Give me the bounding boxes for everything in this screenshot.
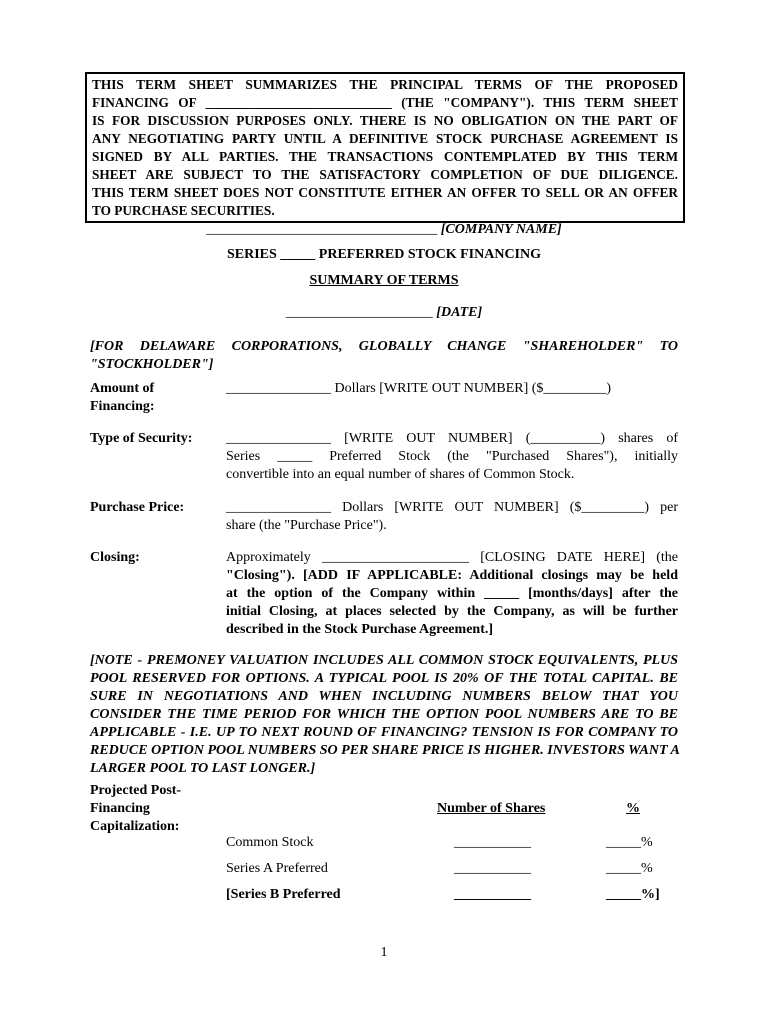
closing-body xyxy=(226,549,678,639)
closing-label: Closing: xyxy=(90,550,140,565)
note-line: POOL RESERVED FOR OPTIONS. A TYPICAL POOL IS 20% OF THE TOTAL CAPITAL. BE xyxy=(90,671,678,686)
disclaimer-line: IS FOR DISCUSSION PURPOSES ONLY. THERE IS NO OBLIGATION ON THE PART OF xyxy=(92,113,678,128)
amount-label: Amount of Financing: xyxy=(90,381,155,414)
row-shares: ___________ xyxy=(454,887,531,902)
note-line: REDUCE OPTION POOL NUMBERS SO PER SHARE PRICE IS HIGHER. INVESTORS WANT A xyxy=(90,743,680,758)
table-row xyxy=(226,886,666,904)
closing-text: initial Closing, at places selected by the Company, as will be further xyxy=(226,604,678,619)
disclaimer-line: FINANCING OF ____________________________ (THE "COMPANY"). THIS TERM SHEET xyxy=(92,95,678,110)
disclaimer-box xyxy=(85,72,685,223)
row-name: [Series B Preferred xyxy=(226,887,341,902)
cap-label-line: Capitalization: xyxy=(90,819,180,834)
security-text: Series _____ Preferred Stock (the "Purchased Shares"), initially xyxy=(226,449,678,464)
security-label: Type of Security: xyxy=(90,431,193,446)
company-name-placeholder: [COMPANY NAME] xyxy=(440,222,562,237)
company-name-line xyxy=(85,222,683,238)
closing-text: Approximately _____________________ [CLOSING DATE HERE] (the xyxy=(226,550,678,565)
date-blank: _____________________ xyxy=(285,305,433,320)
note-line: CONSIDER THE TIME PERIOD FOR WHICH THE OPTION POOL NUMBERS ARE TO BE xyxy=(90,707,678,722)
series-title: SERIES _____ PREFERRED STOCK FINANCING xyxy=(226,247,541,262)
cap-label-line: Projected Post- xyxy=(90,783,182,798)
disclaimer-line: THIS TERM SHEET DOES NOT CONSTITUTE EITHER AN OFFER TO SELL OR AN OFFER xyxy=(92,185,678,200)
cap-label-line: Financing xyxy=(90,801,150,816)
price-label: Purchase Price: xyxy=(90,500,185,515)
security-body xyxy=(226,430,678,484)
closing-text: described in the Stock Purchase Agreement.] xyxy=(226,622,494,637)
page-number: 1 xyxy=(380,945,388,960)
row-shares: ___________ xyxy=(454,835,531,850)
security-text: convertible into an equal number of shares of Common Stock. xyxy=(226,467,575,482)
note-line: APPLICABLE - I.E. UP TO NEXT ROUND OF FINANCING? TENSION IS FOR COMPANY TO xyxy=(90,725,678,740)
amount-text: _______________ Dollars [WRITE OUT NUMBER] ($_________) xyxy=(226,381,612,396)
table-row xyxy=(226,834,666,852)
disclaimer-line: THIS TERM SHEET SUMMARIZES THE PRINCIPAL TERMS OF THE PROPOSED xyxy=(92,77,678,92)
disclaimer-line: SIGNED BY ALL PARTIES. THE TRANSACTIONS CONTEMPLATED BY THIS TERM xyxy=(92,149,678,164)
security-text: _______________ [WRITE OUT NUMBER] (__________) shares of xyxy=(226,431,678,446)
price-text: share (the "Purchase Price"). xyxy=(226,518,387,533)
instruction-line: "STOCKHOLDER"] xyxy=(90,357,214,372)
summary-title: SUMMARY OF TERMS xyxy=(309,273,459,288)
amount-body xyxy=(226,380,678,398)
row-name: Series A Preferred xyxy=(226,861,328,876)
row-pct: _____% xyxy=(606,835,653,850)
shares-column-header: Number of Shares xyxy=(437,801,546,816)
row-pct: _____%] xyxy=(606,887,660,902)
note-line: SURE IN NEGOTIATIONS AND WHEN INCLUDING NUMBERS BELOW THAT YOU xyxy=(90,689,678,704)
closing-text: "Closing"). [ADD IF APPLICABLE: Additional closings may be held xyxy=(226,568,678,583)
disclaimer-line: ANY NEGOTIATING PARTY UNTIL A DEFINITIVE STOCK PURCHASE AGREEMENT IS xyxy=(92,131,678,146)
note-line: [NOTE - PREMONEY VALUATION INCLUDES ALL COMMON STOCK EQUIVALENTS, PLUS xyxy=(90,653,678,668)
disclaimer-line: SHEET ARE SUBJECT TO THE SATISFACTORY COMPLETION OF DUE DILIGENCE. xyxy=(92,167,678,182)
instruction-line: [FOR DELAWARE CORPORATIONS, GLOBALLY CHANGE "SHAREHOLDER" TO xyxy=(90,339,678,354)
price-body xyxy=(226,499,678,535)
row-shares: ___________ xyxy=(454,861,531,876)
note-line: LARGER POOL TO LAST LONGER.] xyxy=(90,761,316,776)
table-row xyxy=(226,860,666,878)
date-placeholder: [DATE] xyxy=(436,305,483,320)
delaware-instruction xyxy=(90,338,678,374)
row-name: Common Stock xyxy=(226,835,314,850)
closing-text: at the option of the Company within _____ [months/days] after the xyxy=(226,586,678,601)
company-blank: _________________________________ xyxy=(206,222,438,237)
capitalization-label xyxy=(90,782,220,836)
price-text: _______________ Dollars [WRITE OUT NUMBER] ($_________) per xyxy=(226,500,678,515)
disclaimer-line: TO PURCHASE SECURITIES. xyxy=(92,203,275,218)
row-pct: _____% xyxy=(606,861,653,876)
percent-column-header: % xyxy=(626,801,640,816)
date-line xyxy=(85,305,683,321)
valuation-note xyxy=(90,652,678,778)
